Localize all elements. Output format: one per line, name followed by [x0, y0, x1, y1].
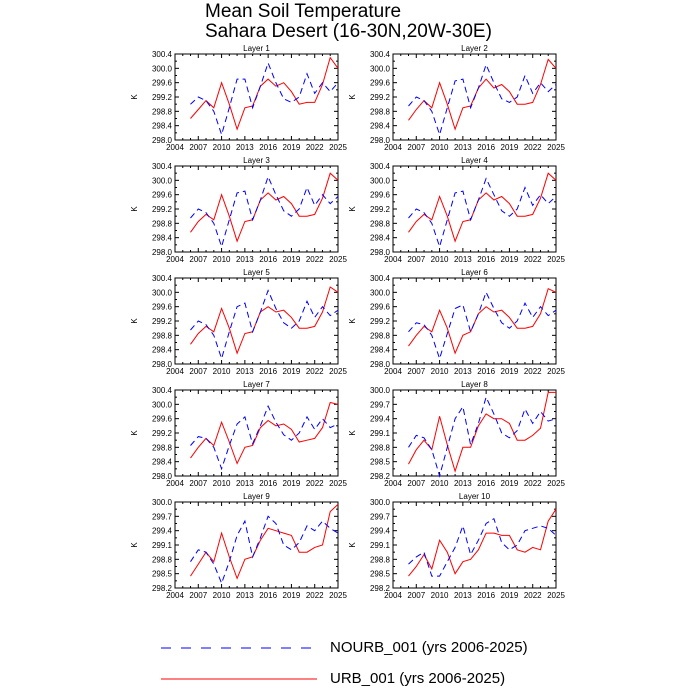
- y-tick-label: 298.0: [369, 360, 390, 369]
- y-axis-label: K: [348, 318, 357, 324]
- x-tick-label: 2010: [430, 479, 449, 488]
- y-tick-label: 299.4: [151, 526, 172, 536]
- y-tick-label: 300.4: [151, 50, 172, 59]
- series-line-urb-001: [191, 504, 339, 578]
- x-tick-label: 2004: [384, 367, 402, 376]
- x-tick-label: 2010: [212, 143, 231, 152]
- series-line-nourb-001: [409, 397, 557, 476]
- x-tick-label: 2019: [282, 367, 301, 376]
- y-tick-label: 299.4: [369, 414, 390, 424]
- y-tick-label: 298.0: [369, 248, 390, 257]
- y-tick-label: 298.8: [151, 555, 172, 565]
- y-tick-label: 298.2: [369, 584, 390, 593]
- x-tick-label: 2022: [305, 255, 324, 264]
- series-line-urb-001: [409, 509, 557, 576]
- y-tick-label: 300.0: [151, 400, 172, 410]
- y-tick-label: 298.0: [151, 472, 172, 481]
- y-axis-label: K: [348, 94, 357, 100]
- y-tick-label: 300.0: [151, 498, 172, 507]
- y-tick-label: 298.0: [151, 360, 172, 369]
- panel-title: Layer 10: [458, 492, 491, 501]
- y-tick-label: 298.2: [151, 584, 172, 593]
- series-line-urb-001: [191, 58, 339, 130]
- y-tick-label: 300.0: [369, 64, 390, 74]
- y-tick-label: 299.1: [369, 541, 390, 550]
- x-tick-label: 2025: [329, 479, 347, 488]
- x-tick-label: 2025: [547, 479, 565, 488]
- x-tick-label: 2019: [500, 479, 519, 488]
- x-tick-label: 2007: [189, 143, 208, 152]
- panel-title: Layer 6: [461, 268, 488, 277]
- y-tick-label: 299.2: [151, 93, 172, 102]
- y-tick-label: 299.7: [151, 512, 172, 522]
- series-line-urb-001: [409, 289, 557, 354]
- x-tick-label: 2022: [523, 367, 542, 376]
- x-tick-label: 2022: [305, 479, 324, 488]
- y-tick-label: 299.2: [369, 317, 390, 326]
- y-tick-label: 298.8: [369, 555, 390, 565]
- y-tick-label: 299.6: [369, 302, 390, 312]
- x-tick-label: 2025: [329, 367, 347, 376]
- x-tick-label: 2016: [477, 367, 496, 376]
- x-tick-label: 2007: [189, 367, 208, 376]
- x-tick-label: 2013: [235, 591, 254, 600]
- y-tick-label: 299.7: [369, 512, 390, 522]
- y-tick-label: 300.0: [151, 288, 172, 298]
- x-tick-label: 2022: [523, 479, 542, 488]
- x-tick-label: 2019: [500, 367, 519, 376]
- series-line-urb-001: [409, 59, 557, 129]
- y-tick-label: 300.0: [369, 498, 390, 507]
- x-tick-label: 2007: [189, 591, 208, 600]
- y-tick-label: 299.6: [151, 414, 172, 424]
- x-tick-label: 2022: [305, 367, 324, 376]
- y-axis-label: K: [130, 206, 139, 212]
- x-tick-label: 2019: [500, 591, 519, 600]
- x-tick-label: 2025: [547, 143, 565, 152]
- legend-label-urb: URB_001 (yrs 2006-2025): [330, 670, 506, 687]
- panel-7: [130, 380, 347, 488]
- chart-title-line1: Mean Soil Temperature: [205, 1, 402, 22]
- x-tick-label: 2013: [235, 367, 254, 376]
- series-line-nourb-001: [191, 516, 339, 583]
- x-tick-label: 2004: [166, 255, 184, 264]
- panel-title: Layer 7: [243, 380, 270, 389]
- series-line-urb-001: [191, 403, 339, 464]
- legend: [161, 648, 317, 679]
- x-tick-label: 2007: [189, 479, 208, 488]
- y-tick-label: 300.4: [151, 274, 172, 283]
- panel-title: Layer 4: [461, 156, 488, 165]
- x-tick-label: 2007: [407, 479, 426, 488]
- x-tick-label: 2010: [430, 591, 449, 600]
- plot-frame: [393, 502, 556, 588]
- x-tick-label: 2013: [453, 479, 472, 488]
- plot-frame: [175, 390, 338, 476]
- x-tick-label: 2022: [523, 143, 542, 152]
- x-tick-label: 2016: [477, 143, 496, 152]
- x-tick-label: 2004: [384, 591, 402, 600]
- x-tick-label: 2007: [407, 591, 426, 600]
- panel-3: [130, 156, 347, 264]
- y-tick-label: 298.4: [151, 121, 172, 131]
- y-tick-label: 298.4: [151, 457, 172, 467]
- plot-frame: [393, 390, 556, 476]
- chart-title-line2: Sahara Desert (16-30N,20W-30E): [205, 21, 492, 42]
- y-tick-label: 300.0: [151, 64, 172, 74]
- x-tick-label: 2004: [384, 255, 402, 264]
- series-line-urb-001: [191, 173, 339, 241]
- panel-9: [130, 492, 347, 600]
- x-tick-label: 2016: [259, 143, 278, 152]
- y-tick-label: 298.2: [369, 472, 390, 481]
- x-tick-label: 2019: [500, 143, 519, 152]
- panel-1: [130, 44, 347, 152]
- x-tick-label: 2004: [166, 143, 184, 152]
- x-tick-label: 2004: [166, 367, 184, 376]
- x-tick-label: 2019: [282, 591, 301, 600]
- y-axis-label: K: [348, 430, 357, 436]
- panel-5: [130, 268, 347, 376]
- y-tick-label: 299.6: [151, 78, 172, 88]
- y-tick-label: 299.2: [151, 205, 172, 214]
- x-tick-label: 2013: [453, 255, 472, 264]
- y-tick-label: 298.8: [369, 219, 390, 229]
- panel-2: [348, 44, 565, 152]
- y-tick-label: 299.2: [369, 205, 390, 214]
- x-tick-label: 2004: [384, 479, 402, 488]
- y-tick-label: 298.4: [369, 233, 390, 243]
- x-tick-label: 2022: [523, 255, 542, 264]
- x-tick-label: 2007: [407, 143, 426, 152]
- x-tick-label: 2010: [430, 367, 449, 376]
- panel-8: [348, 380, 565, 488]
- x-tick-label: 2010: [212, 479, 231, 488]
- x-tick-label: 2016: [259, 255, 278, 264]
- x-tick-label: 2016: [259, 479, 278, 488]
- x-tick-label: 2025: [329, 143, 347, 152]
- x-tick-label: 2016: [477, 479, 496, 488]
- x-tick-label: 2016: [477, 591, 496, 600]
- x-tick-label: 2022: [523, 591, 542, 600]
- y-tick-label: 299.1: [151, 541, 172, 550]
- x-tick-label: 2004: [384, 143, 402, 152]
- y-tick-label: 300.0: [151, 176, 172, 186]
- panel-title: Layer 2: [461, 44, 488, 53]
- y-tick-label: 298.8: [151, 331, 172, 341]
- y-tick-label: 299.6: [151, 190, 172, 200]
- x-tick-label: 2025: [329, 255, 347, 264]
- y-tick-label: 298.4: [151, 233, 172, 243]
- x-tick-label: 2013: [453, 143, 472, 152]
- plot-frame: [393, 278, 556, 364]
- y-tick-label: 298.8: [151, 219, 172, 229]
- y-tick-label: 300.4: [369, 162, 390, 171]
- panel-6: [348, 268, 565, 376]
- panel-title: Layer 3: [243, 156, 270, 165]
- y-axis-label: K: [130, 542, 139, 548]
- y-tick-label: 298.0: [369, 136, 390, 145]
- y-tick-label: 298.8: [151, 107, 172, 117]
- y-tick-label: 299.6: [369, 78, 390, 88]
- x-tick-label: 2010: [212, 367, 231, 376]
- y-tick-label: 299.4: [369, 526, 390, 536]
- x-tick-label: 2007: [407, 367, 426, 376]
- panel-title: Layer 8: [461, 380, 488, 389]
- x-tick-label: 2013: [235, 143, 254, 152]
- x-tick-label: 2007: [189, 255, 208, 264]
- x-tick-label: 2016: [259, 367, 278, 376]
- x-tick-label: 2013: [235, 479, 254, 488]
- series-line-urb-001: [409, 392, 557, 471]
- x-tick-label: 2010: [430, 255, 449, 264]
- x-tick-label: 2010: [212, 255, 231, 264]
- panel-10: [348, 492, 565, 600]
- x-tick-label: 2022: [305, 143, 324, 152]
- y-tick-label: 298.0: [151, 136, 172, 145]
- y-tick-label: 300.4: [369, 50, 390, 59]
- y-axis-label: K: [130, 430, 139, 436]
- y-tick-label: 298.5: [369, 569, 390, 579]
- y-axis-label: K: [130, 94, 139, 100]
- y-tick-label: 299.1: [369, 429, 390, 438]
- y-axis-label: K: [348, 542, 357, 548]
- y-tick-label: 299.6: [369, 190, 390, 200]
- y-tick-label: 298.0: [151, 248, 172, 257]
- panel-title: Layer 9: [243, 492, 270, 501]
- x-tick-label: 2019: [282, 479, 301, 488]
- x-tick-label: 2025: [547, 255, 565, 264]
- x-tick-label: 2004: [166, 479, 184, 488]
- x-tick-label: 2019: [282, 143, 301, 152]
- x-tick-label: 2016: [259, 591, 278, 600]
- y-axis-label: K: [130, 318, 139, 324]
- y-tick-label: 299.2: [151, 317, 172, 326]
- series-line-urb-001: [191, 287, 339, 353]
- y-tick-label: 300.4: [151, 386, 172, 395]
- y-tick-label: 299.7: [369, 400, 390, 410]
- x-tick-label: 2025: [547, 367, 565, 376]
- x-tick-label: 2016: [477, 255, 496, 264]
- x-tick-label: 2025: [547, 591, 565, 600]
- y-tick-label: 299.6: [151, 302, 172, 312]
- y-tick-label: 300.4: [369, 274, 390, 283]
- y-tick-label: 300.0: [369, 288, 390, 298]
- y-tick-label: 298.8: [369, 443, 390, 453]
- y-tick-label: 300.0: [369, 176, 390, 186]
- x-tick-label: 2013: [453, 367, 472, 376]
- panel-title: Layer 1: [243, 44, 270, 53]
- x-tick-label: 2025: [329, 591, 347, 600]
- x-tick-label: 2019: [500, 255, 519, 264]
- x-tick-label: 2010: [430, 143, 449, 152]
- x-tick-label: 2010: [212, 591, 231, 600]
- panel-title: Layer 5: [243, 268, 270, 277]
- x-tick-label: 2007: [407, 255, 426, 264]
- y-tick-label: 300.4: [151, 162, 172, 171]
- y-tick-label: 300.0: [369, 386, 390, 395]
- x-tick-label: 2013: [235, 255, 254, 264]
- panel-4: [348, 156, 565, 264]
- y-tick-label: 298.5: [151, 569, 172, 579]
- legend-label-nourb: NOURB_001 (yrs 2006-2025): [330, 639, 528, 656]
- y-tick-label: 298.4: [369, 121, 390, 131]
- y-tick-label: 299.2: [369, 93, 390, 102]
- y-tick-label: 298.4: [151, 345, 172, 355]
- x-tick-label: 2004: [166, 591, 184, 600]
- y-tick-label: 298.8: [369, 331, 390, 341]
- x-tick-label: 2013: [453, 591, 472, 600]
- y-tick-label: 298.8: [151, 443, 172, 453]
- plot-frame: [175, 502, 338, 588]
- x-tick-label: 2022: [305, 591, 324, 600]
- y-tick-label: 299.2: [151, 429, 172, 438]
- series-line-urb-001: [409, 173, 557, 241]
- y-tick-label: 298.5: [369, 457, 390, 467]
- y-axis-label: K: [348, 206, 357, 212]
- y-tick-label: 298.4: [369, 345, 390, 355]
- x-tick-label: 2019: [282, 255, 301, 264]
- y-tick-label: 298.8: [369, 107, 390, 117]
